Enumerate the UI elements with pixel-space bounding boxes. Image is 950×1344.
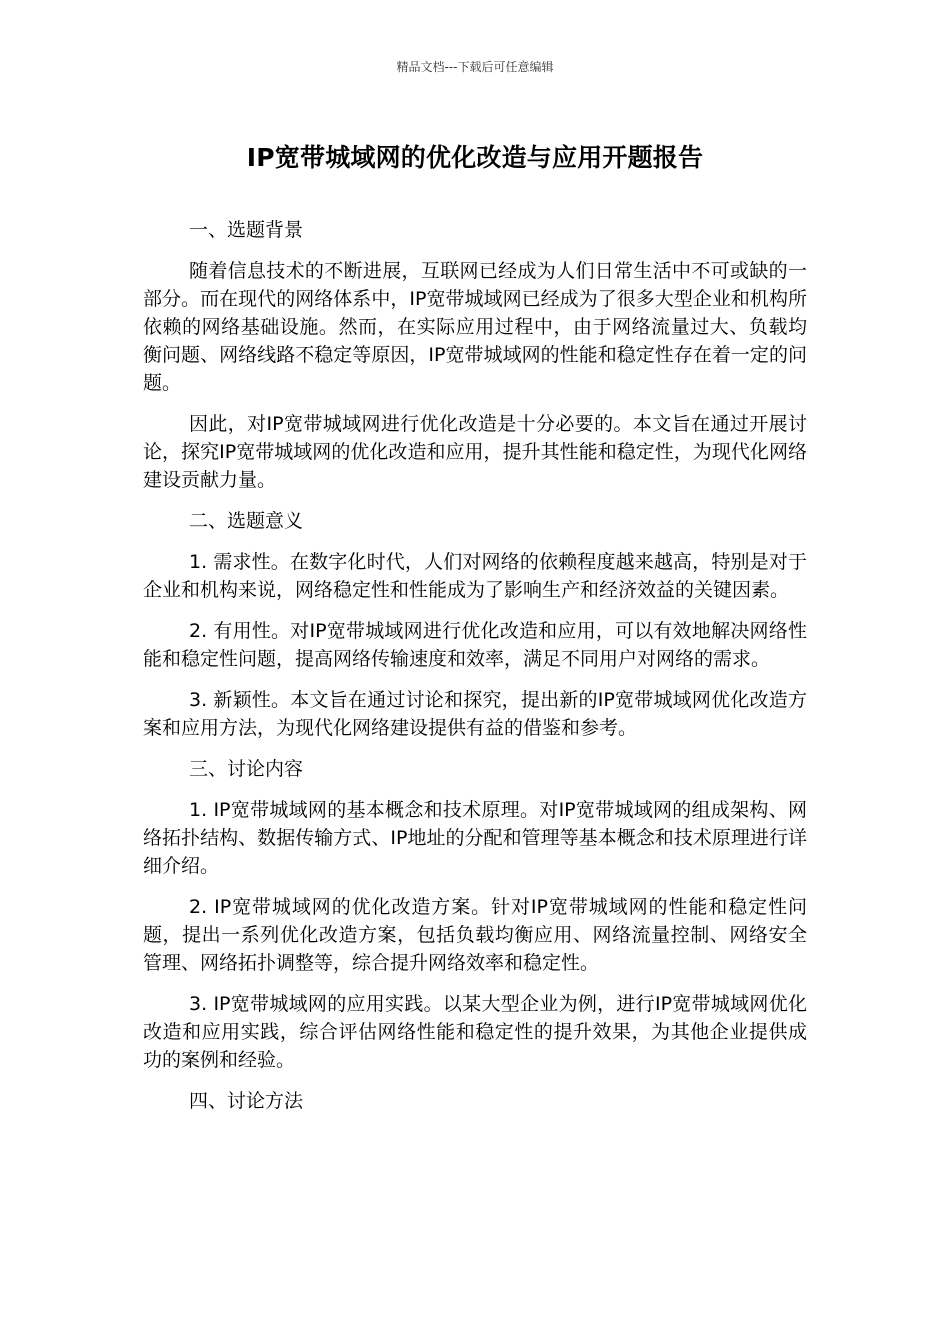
header-note: 精品文档---下载后可任意编辑: [396, 60, 554, 74]
paragraph-significance-1: 1. 需求性。在数字化时代，人们对网络的依赖程度越来越高，特别是对于企业和机构来说，网络稳定性和性能成为了影响生产和经济效益的关键因素。: [143, 551, 807, 601]
paragraph-significance-2: 2. 有用性。对IP宽带城域网进行优化改造和应用，可以有效地解决网络性能和稳定性问题，提高网络传输速度和效率，满足不同用户对网络的需求。: [143, 620, 807, 670]
paragraph-significance-3: 3. 新颖性。本文旨在通过讨论和探究，提出新的IP宽带城域网优化改造方案和应用方法，为现代化网络建设提供有益的借鉴和参考。: [143, 689, 807, 739]
paragraph-background-2: 因此，对IP宽带城域网进行优化改造是十分必要的。本文旨在通过开展讨论，探究IP宽带城域网的优化改造和应用，提升其性能和稳定性，为现代化网络建设贡献力量。: [143, 413, 807, 491]
section-heading-background: 一、选题背景: [189, 219, 304, 241]
paragraph-content-2: 2. IP宽带城域网的优化改造方案。针对IP宽带城域网的性能和稳定性问题，提出一系列优化改造方案，包括负载均衡应用、网络流量控制、网络安全管理、网络拓扑调整等，综合提升网络效率和稳定性。: [143, 896, 807, 974]
document-title: IP宽带城域网的优化改造与应用开题报告: [246, 143, 704, 172]
section-heading-method: 四、讨论方法: [189, 1090, 304, 1112]
paragraph-content-1: 1. IP宽带城域网的基本概念和技术原理。对IP宽带城域网的组成架构、网络拓扑结构、数据传输方式、IP地址的分配和管理等基本概念和技术原理进行详细介绍。: [143, 799, 807, 877]
document-body: [143, 216, 807, 1128]
section-heading-content: 三、讨论内容: [189, 758, 304, 780]
section-heading-significance: 二、选题意义: [189, 510, 304, 532]
paragraph-background-1: 随着信息技术的不断进展，互联网已经成为人们日常生活中不可或缺的一部分。而在现代的网络体系中，IP宽带城域网已经成为了很多大型企业和机构所依赖的网络基础设施。然而，在实际应用过程中，由于网络流量过大、负载均衡问题、网络线路不稳定等原因，IP宽带城域网的性能和稳定性存在着一定的问题。: [143, 260, 807, 394]
paragraph-content-3: 3. IP宽带城域网的应用实践。以某大型企业为例，进行IP宽带城域网优化改造和应用实践，综合评估网络性能和稳定性的提升效果，为其他企业提供成功的案例和经验。: [143, 993, 807, 1071]
